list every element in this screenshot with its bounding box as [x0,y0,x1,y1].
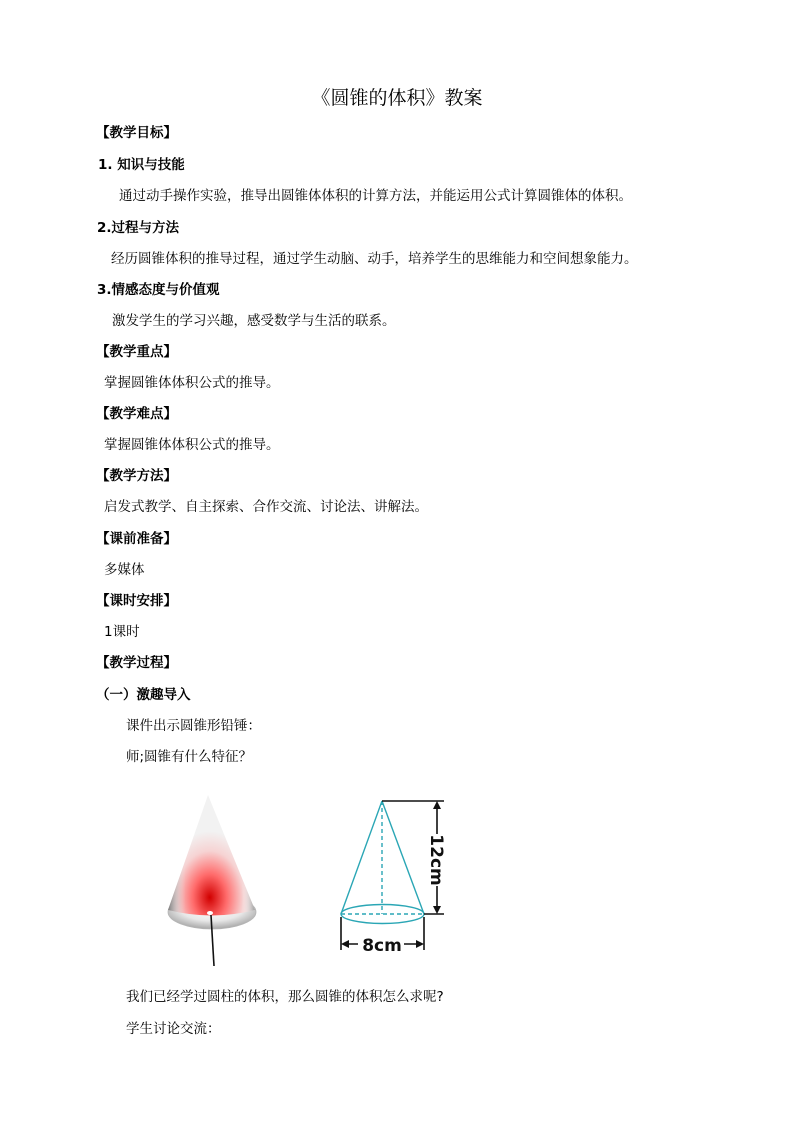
procedure-heading: 【教学过程】 [96,655,177,671]
objectives-heading: 【教学目标】 [96,125,177,141]
intro-line-2: 师;圆锥有什么特征？ [126,749,253,765]
page-title: 《圆锥的体积》教案 [311,87,483,109]
preparation-heading: 【课前准备】 [96,531,177,547]
process-text: 经历圆锥体积的推导过程，通过学生动脑、动手，培养学生的思维能力和空间想象能力。 [111,251,638,267]
method-text: 启发式教学、自主探索、合作交流、讨论法、讲解法。 [104,499,428,515]
schedule-heading: 【课时安排】 [96,593,177,609]
height-label: 12cm [426,834,446,886]
intro-line-1: 课件出示圆锥形铅锤： [126,718,261,734]
schedule-text: 1课时 [104,624,140,640]
key-point-text: 掌握圆锥体体积公式的推导。 [104,375,280,391]
attitude-heading: 3.情感态度与价值观 [97,282,220,298]
knowledge-heading: 1. 知识与技能 [98,157,185,173]
key-point-heading: 【教学重点】 [96,344,177,360]
diameter-label: 8cm [362,936,402,956]
attitude-text: 激发学生的学习兴趣，感受数学与生活的联系。 [112,313,396,329]
difficulty-text: 掌握圆锥体体积公式的推导。 [104,437,280,453]
intro-line-3: 我们已经学过圆柱的体积，那么圆锥的体积怎么求呢? [126,989,444,1005]
cone-diagram [336,796,456,966]
process-heading: 2.过程与方法 [97,220,180,236]
plumb-bob-cone-image [164,793,264,973]
preparation-text: 多媒体 [104,562,145,578]
method-heading: 【教学方法】 [96,468,177,484]
intro-line-4: 学生讨论交流： [126,1021,221,1037]
difficulty-heading: 【教学难点】 [96,406,177,422]
knowledge-text: 通过动手操作实验，推导出圆锥体体积的计算方法，并能运用公式计算圆锥体的体积。 [119,188,632,204]
intro-heading: （一）激趣导入 [96,687,191,703]
